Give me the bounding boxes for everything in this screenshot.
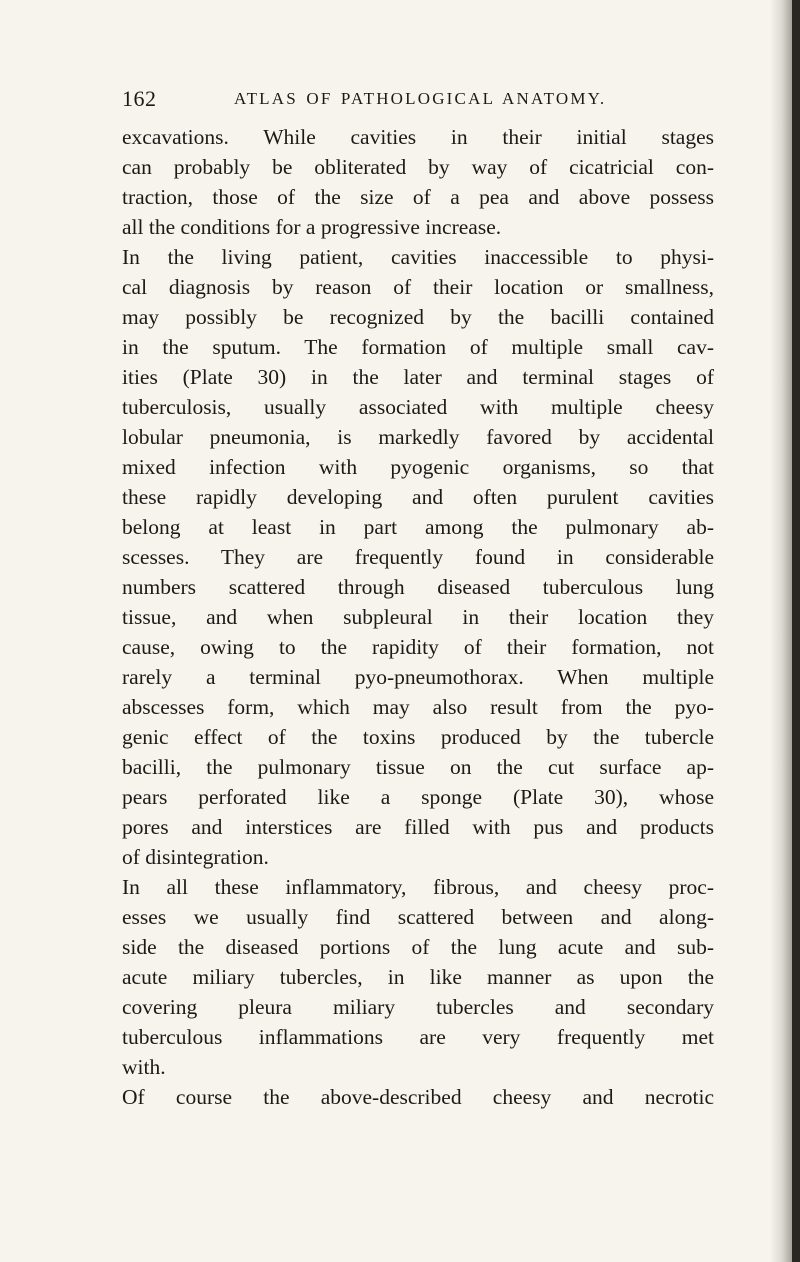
text-line: may possibly be recognized by the bacilli contained — [122, 305, 714, 329]
text-line: In the living patient, cavities inaccessible to physi- — [122, 245, 714, 269]
text-line: pears perforated like a sponge (Plate 30), whose — [122, 785, 714, 809]
text-line: lobular pneumonia, is markedly favored by accidental — [122, 425, 714, 449]
text-line: traction, those of the size of a pea and above possess — [122, 185, 714, 209]
text-line: tuberculous inflammations are very frequently met — [122, 1025, 714, 1049]
text-line: excavations. While cavities in their initial stages — [122, 125, 714, 149]
running-head: ATLAS OF PATHOLOGICAL ANATOMY. — [234, 89, 607, 108]
text-line: tuberculosis, usually associated with multiple cheesy — [122, 395, 714, 419]
text-line: in the sputum. The formation of multiple small cav- — [122, 335, 714, 359]
page-header — [122, 86, 722, 116]
text-line: bacilli, the pulmonary tissue on the cut surface ap- — [122, 755, 714, 779]
text-line: side the diseased portions of the lung acute and sub- — [122, 935, 714, 959]
text-line: acute miliary tubercles, in like manner as upon the — [122, 965, 714, 989]
text-line: genic effect of the toxins produced by the tubercle — [122, 725, 714, 749]
text-line: belong at least in part among the pulmonary ab- — [122, 515, 714, 539]
text-line: rarely a terminal pyo-pneumothorax. When multiple — [122, 665, 714, 689]
text-line: numbers scattered through diseased tuberculous lung — [122, 575, 714, 599]
text-line: mixed infection with pyogenic organisms, so that — [122, 455, 714, 479]
text-line: of disintegration. — [122, 845, 269, 869]
text-line: cause, owing to the rapidity of their formation, not — [122, 635, 714, 659]
body-text — [122, 122, 714, 1112]
text-line: tissue, and when subpleural in their location they — [122, 605, 714, 629]
text-line: esses we usually find scattered between and along- — [122, 905, 714, 929]
text-line: scesses. They are frequently found in considerable — [122, 545, 714, 569]
text-line: cal diagnosis by reason of their location or smallness, — [122, 275, 714, 299]
text-line: pores and interstices are filled with pus and products — [122, 815, 714, 839]
text-line: ities (Plate 30) in the later and terminal stages of — [122, 365, 714, 389]
text-line: abscesses form, which may also result from the pyo- — [122, 695, 714, 719]
text-line: covering pleura miliary tubercles and secondary — [122, 995, 714, 1019]
text-line: In all these inflammatory, fibrous, and cheesy proc- — [122, 875, 714, 899]
text-line: all the conditions for a progressive increase. — [122, 215, 502, 239]
text-line: Of course the above-described cheesy and necrotic — [122, 1085, 714, 1109]
text-line: with. — [122, 1055, 166, 1079]
text-line: these rapidly developing and often purulent cavities — [122, 485, 714, 509]
page-edge — [792, 0, 800, 1262]
page-number: 162 — [122, 86, 157, 111]
text-line: can probably be obliterated by way of cicatricial con- — [122, 155, 714, 179]
